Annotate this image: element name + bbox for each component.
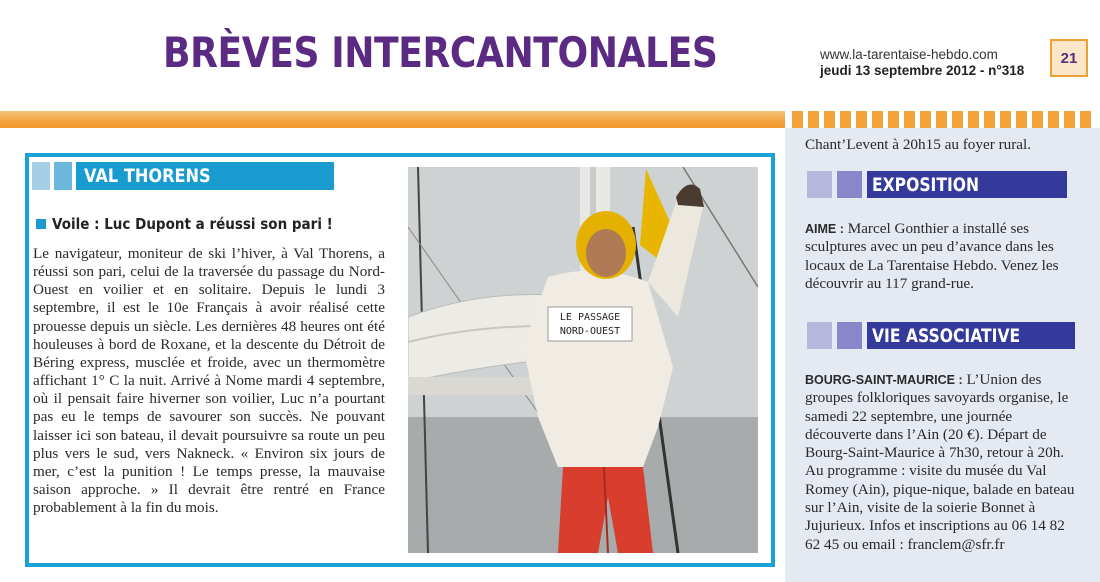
orange-divider-band <box>0 111 785 128</box>
article-headline: Voile : Luc Dupont a réussi son pari ! <box>36 215 364 233</box>
orange-dash <box>936 111 947 128</box>
orange-dash <box>1080 111 1091 128</box>
header-square <box>32 162 50 190</box>
orange-dash <box>984 111 995 128</box>
svg-text:NORD-OUEST: NORD-OUEST <box>559 326 621 337</box>
header-square <box>807 322 832 349</box>
page-number: 21 <box>1050 39 1088 77</box>
section-header-vie-associative <box>807 322 1075 349</box>
orange-dash <box>1048 111 1059 128</box>
orange-dash <box>888 111 899 128</box>
header-square <box>837 171 862 198</box>
orange-dash <box>792 111 803 128</box>
header-square <box>837 322 862 349</box>
section-label: VIE ASSOCIATIVE <box>867 322 1075 349</box>
orange-dash <box>1064 111 1075 128</box>
issue-date: jeudi 13 septembre 2012 - n°318 <box>820 63 1025 78</box>
orange-dash <box>808 111 819 128</box>
exposition-text: AIME : Marcel Gonthier a installé ses sculptures avec un peu d’avance dans les locaux de La Tarentaise Hebdo. Venez les découvrir au 117 grand-rue. <box>805 220 1059 292</box>
header-square <box>54 162 72 190</box>
section-title: BRÈVES INTERCANTONALES <box>163 28 718 77</box>
header-square <box>807 171 832 198</box>
section-header-exposition <box>807 171 1067 198</box>
site-url: www.la-tarentaise-hebdo.com <box>820 47 998 62</box>
section-label: EXPOSITION <box>867 171 1067 198</box>
section-header-val-thorens <box>32 162 334 190</box>
section-label: VAL THORENS <box>76 162 334 190</box>
svg-text:LE PASSAGE: LE PASSAGE <box>559 312 621 323</box>
article-body: Le navigateur, moniteur de ski l’hiver, à Val Thorens, a réussi son pari, celui de la traversée du passage du Nord-Ouest en voilier et en solitaire. Depuis le lundi 3 septembre, il est le 10e Français à avoir réalisé cette prouesse depuis un siècle. Les dernières 48 heures ont été houleuses à bord de Roxane, et la descente du Détroit de Béring express, musclée et froide, avec un thermomètre affichant 1° C la nuit. Arrivé à Nome mardi 4 septembre, où il pensait faire hiverner son voilier, Luc n’a pourtant pas eu le temps de savourer son succès. Ne pouvant laisser ici son bateau, il devait poursuivre sa route un peu plus vers le sud, vers Nakneck. « Environ six jours de mer, c’est la punition ! Le temps presse, la mauvaise saison approche. » Il devrait être rentré en France probablement à la fin du mois. <box>33 245 385 517</box>
orange-dash <box>904 111 915 128</box>
square-bullet-icon <box>36 219 46 229</box>
orange-dash <box>1000 111 1011 128</box>
orange-dash <box>856 111 867 128</box>
orange-dash <box>840 111 851 128</box>
orange-dash <box>872 111 883 128</box>
orange-dash <box>952 111 963 128</box>
carryover-text: Chant’Levent à 20h15 au foyer rural. <box>805 136 1032 153</box>
orange-dash <box>1032 111 1043 128</box>
orange-dash <box>920 111 931 128</box>
orange-dash <box>1016 111 1027 128</box>
orange-dash <box>968 111 979 128</box>
orange-dash <box>824 111 835 128</box>
vie-associative-text: BOURG-SAINT-MAURICE : L’Union des groupes folkloriques savoyards organise, le samedi 22 septembre, une journée découverte dans l’Ain (20 €). Départ de Bourg-Saint-Maurice à 7h30, retour à 20h. Au programme : visite du musée du Val Romey (Ain), pique-nique, balade en bateau sur l’Ain, visite de la soierie Bonnet à Jujurieux. Infos et inscriptions au 06 14 82 62 45 ou email : franclem@sfr.fr <box>805 371 1075 553</box>
sailor-photo <box>408 167 758 553</box>
